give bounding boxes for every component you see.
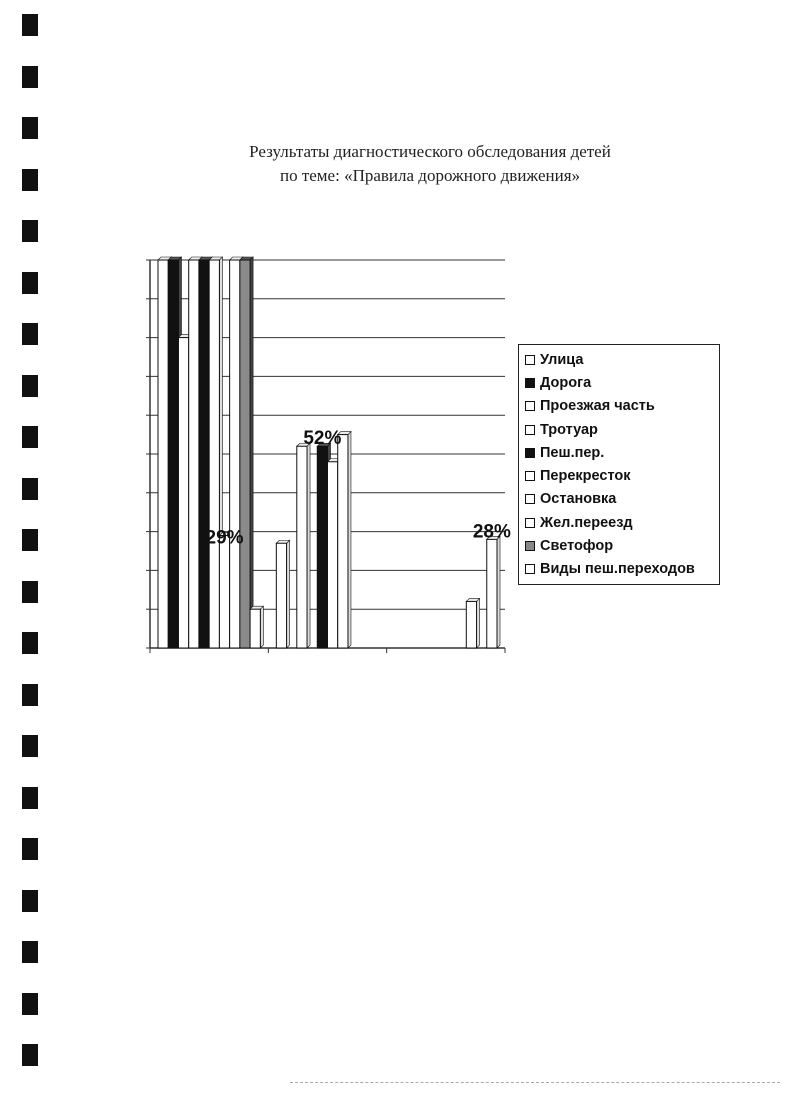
bar (189, 260, 199, 648)
legend-entry (525, 395, 719, 418)
bar (230, 260, 240, 648)
legend-swatch (525, 471, 535, 481)
legend-swatch (525, 355, 535, 365)
bar (250, 609, 260, 648)
legend-label: Жел.переезд (540, 514, 633, 531)
legend-entry (525, 488, 719, 511)
chart-subtitle: по теме: «Правила дорожного движения» (279, 166, 581, 185)
legend-swatch (525, 564, 535, 574)
legend-entry (525, 534, 719, 557)
bar (487, 539, 497, 648)
bar (297, 446, 307, 648)
legend-label: Проезжая часть (540, 398, 655, 415)
legend-label: Тротуар (540, 421, 598, 438)
legend-entry (525, 511, 719, 534)
legend-entry (525, 418, 719, 441)
legend-swatch (525, 494, 535, 504)
legend-entry (525, 371, 719, 394)
bar (158, 260, 168, 648)
bar (219, 535, 229, 648)
legend-label: Остановка (540, 491, 617, 508)
chart-title: Результаты диагностического обследования детей (249, 142, 611, 161)
legend-label: Пеш.пер. (540, 444, 605, 461)
legend-label: Перекресток (540, 468, 631, 485)
bar (178, 338, 188, 648)
legend-label: Улица (540, 351, 584, 368)
bar (199, 260, 209, 648)
legend-label: Виды пеш.переходов (540, 561, 695, 578)
legend-swatch (525, 448, 535, 458)
legend-label: Светофор (540, 538, 614, 555)
legend-entry (525, 558, 719, 581)
legend-swatch (525, 425, 535, 435)
bar (317, 446, 327, 648)
legend-swatch (525, 518, 535, 528)
legend-swatch (525, 541, 535, 551)
chart-legend (518, 344, 720, 585)
data-label: 29% (205, 527, 244, 549)
legend-label: Дорога (540, 374, 592, 391)
bar (276, 543, 286, 648)
bar (328, 462, 338, 648)
legend-swatch (525, 378, 535, 388)
legend-entry (525, 464, 719, 487)
page-footer-line (290, 1082, 780, 1083)
data-label: 52% (303, 428, 342, 450)
bar (338, 435, 348, 648)
bar (240, 260, 250, 648)
bar (209, 260, 219, 648)
legend-entry (525, 441, 719, 464)
bar (168, 260, 178, 648)
data-label: 28% (472, 521, 511, 543)
legend-swatch (525, 401, 535, 411)
legend-entry (525, 348, 719, 371)
bar (466, 601, 476, 648)
